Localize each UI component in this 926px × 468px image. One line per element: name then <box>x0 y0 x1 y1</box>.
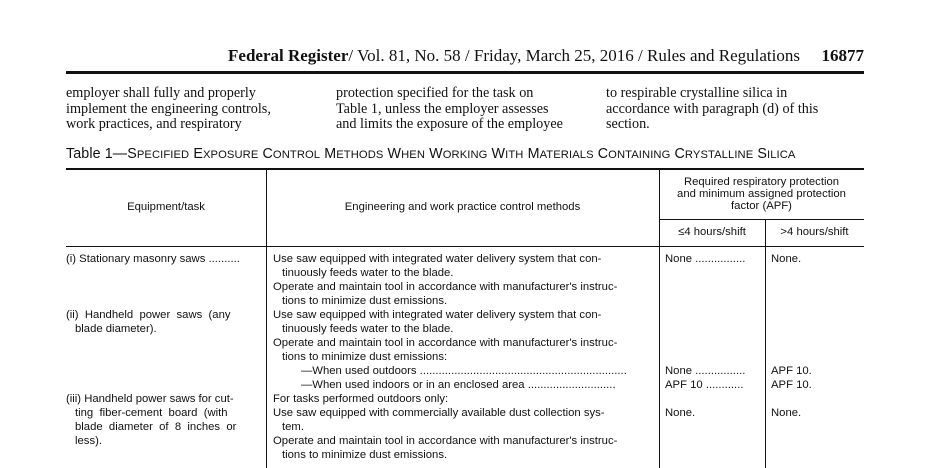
table-title-word: SPECIFIED <box>127 146 190 162</box>
row-1-methods: Use saw equipped with integrated water delivery system that con- tinuously feeds water to the blade. Operate and maintain tool in accordance with manufacturer's instruc- tions to minimize dust emissions. <box>273 253 618 307</box>
column-divider <box>765 220 766 468</box>
header-rule <box>66 71 864 74</box>
row-1-gt4: None. <box>771 253 802 265</box>
table-title-word: WHEN <box>387 146 426 162</box>
text-line: protection specified for the task on <box>336 85 534 101</box>
text-line: and limits the exposure of the employee <box>336 116 563 133</box>
outdoor-condition: —When used outdoors .................................................................. <box>301 365 627 377</box>
row-1-equipment: (i) Stationary masonry saws .......... <box>66 253 240 265</box>
body-column-1 <box>66 86 331 133</box>
page-header <box>66 46 864 68</box>
table-title-word: WORKING <box>429 146 488 162</box>
row-2-equipment: (ii) Handheld power saws (any blade diameter). <box>66 309 231 335</box>
header-gt4-hours: >4 hours/shift <box>780 226 849 238</box>
text-line: implement the engineering controls, <box>66 100 271 117</box>
header-methods: Engineering and work practice control methods <box>344 201 581 213</box>
row-2-outdoor-le4: None ................ <box>665 365 746 377</box>
row-3-le4: None. <box>665 407 696 419</box>
publication-name: Federal Register <box>228 46 349 65</box>
text-line: work practices, and respiratory <box>66 116 242 133</box>
indoor-condition: —When used indoors or in an enclosed area ............................ <box>301 379 616 391</box>
header-respiratory: Required respiratory protection and minimum assigned protection factor (APF) <box>677 176 846 212</box>
text-line: employer shall fully and properly <box>66 85 256 101</box>
text-line: Table 1, unless the employer assesses <box>336 100 549 117</box>
page-number: 16877 <box>821 46 864 65</box>
table-title-word: CRYSTALLINE <box>674 146 754 162</box>
table-title <box>66 146 795 162</box>
row-2-outdoor-gt4: APF 10. <box>771 365 812 377</box>
column-divider <box>659 168 660 468</box>
row-3-equipment: (iii) Handheld power saws for cut- ting fiber-cement board (with blade diameter of 8 inches or less). <box>66 393 237 447</box>
row-2-methods: Use saw equipped with integrated water delivery system that con- tinuously feeds water to the blade. Operate and maintain tool in accordance with manufacturer's instruc- tions to minimize dust emissions: —When used outdoors .................................................................. —When used indoors or in an enclosed area ............................ <box>273 308 657 392</box>
text-line: accordance with paragraph (d) of this <box>606 100 819 117</box>
header-le4-hours: ≤4 hours/shift <box>678 226 746 238</box>
row-2-indoor-gt4: APF 10. <box>771 379 812 391</box>
row-1-le4: None ................ <box>665 253 746 265</box>
table-title-word: EXPOSURE <box>193 146 259 162</box>
text-line: to respirable crystalline silica in <box>606 85 788 101</box>
table-top-rule <box>66 168 864 170</box>
table-title-word: WITH <box>491 146 524 162</box>
table-title-word: CONTAINING <box>597 146 671 162</box>
row-3-gt4: None. <box>771 407 802 419</box>
running-head <box>228 46 800 66</box>
table-title-word: SILICA <box>757 146 796 162</box>
row-3-methods: For tasks performed outdoors only: Use saw equipped with commercially available dust collection sys- tem. Operate and maintain tool in accordance with manufacturer's instruc- tions to minimize dust emissions. <box>273 393 618 461</box>
header-equipment: Equipment/task <box>127 201 205 213</box>
table-title-word: CONTROL <box>262 146 321 162</box>
table-title-prefix: Table 1— <box>66 146 128 162</box>
header-bottom-rule <box>66 246 864 247</box>
table-title-word: METHODS <box>324 146 384 162</box>
body-column-2 <box>336 86 601 133</box>
body-column-3 <box>606 86 871 133</box>
text-line: section. <box>606 116 650 133</box>
subheader-rule <box>659 219 864 220</box>
control-methods-table <box>66 168 864 468</box>
table-title-word: MATERIALS <box>527 146 594 162</box>
row-2-indoor-le4: APF 10 ............ <box>665 379 744 391</box>
issue-details: / Vol. 81, No. 58 / Friday, March 25, 2016 / Rules and Regulations <box>348 46 800 65</box>
